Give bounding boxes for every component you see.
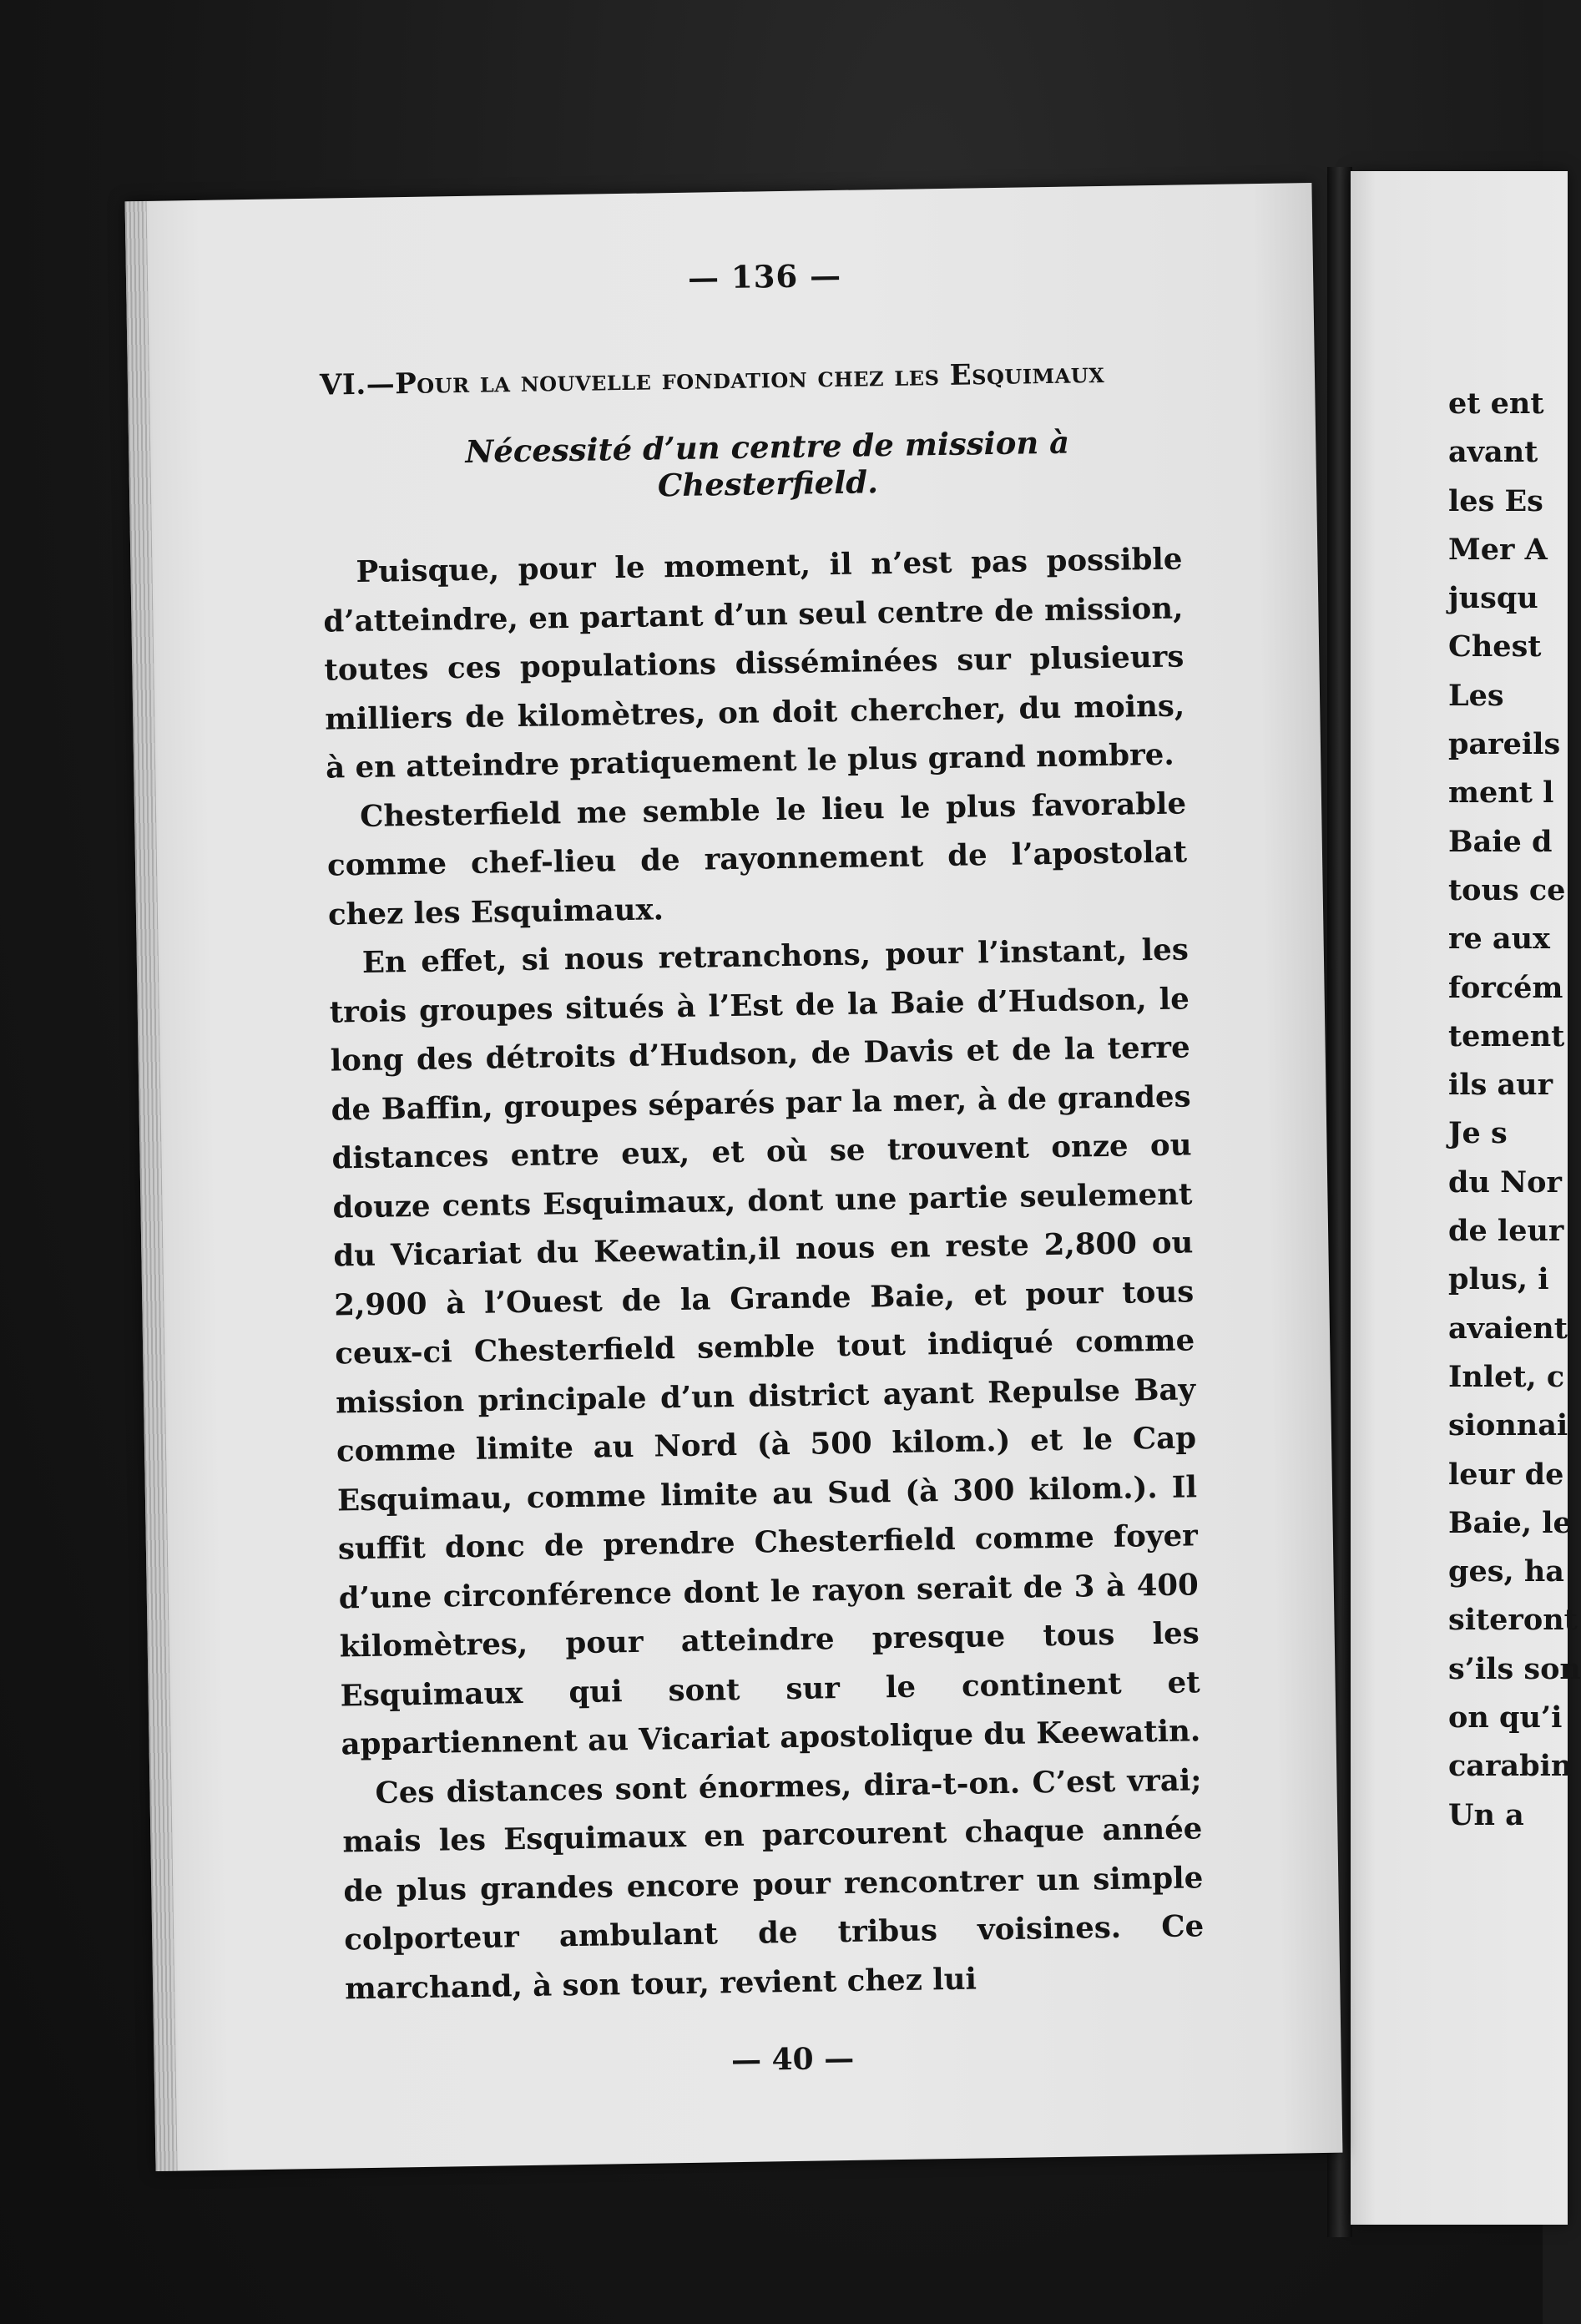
left-page [125,183,1343,2171]
page-number-bottom: — 40 — [730,2040,855,2079]
right-line: Mer A [1448,532,1548,567]
right-line: Un a [1448,1797,1524,1832]
right-line: Je s [1448,1116,1508,1151]
right-line: ges, ha [1448,1554,1564,1589]
right-line: avant [1448,435,1538,470]
paragraph-2: Chesterfield me semble le lieu le plus favorable comme chef-lieu de rayonnement de l’apostolat chez les Esquimaux. [326,786,1188,932]
paragraph-1: Puisque, pour le moment, il n’est pas possible d’atteindre, en partant d’un seul centre de mission, toutes ces populations disséminées sur plusieurs milliers de kilomètres, on doit chercher, du moins, à en atteindre pratiquement le plus grand nombre. [323,542,1185,786]
right-line: et ent [1448,386,1544,421]
right-line: pareils [1448,727,1561,762]
right-line: sionnai [1448,1408,1568,1443]
right-line: tement [1448,1018,1565,1053]
right-line: on qu’i [1448,1700,1563,1735]
paragraph-4: Ces distances sont énormes, dira-t-on. C’est vrai; mais les Esquimaux en parcourent chaque année de plus grandes encore pour rencontrer un simple colporteur ambulant de tribus voisines. Ce marchand, à son tour, revient chez lui [342,1762,1205,2006]
right-line: siteront [1448,1603,1578,1638]
right-line: tous ce [1448,872,1566,907]
right-line: ils aur [1448,1068,1553,1103]
right-line: de leur [1448,1214,1564,1249]
right-line: ment l [1448,776,1554,811]
section-numeral: VI.— [319,367,396,402]
right-line: carabin [1448,1749,1573,1784]
right-line: jusqu [1448,581,1538,616]
right-page-text-fragments [1448,380,1581,1840]
section-title-text: Pour la nouvelle fondation chez les Esquimaux [394,356,1105,402]
right-line: avaient [1448,1311,1568,1346]
section-subtitle: Nécessité d’un centre de mission à Chesterfield. [465,423,1070,504]
right-line: s’ils son [1448,1651,1581,1686]
right-line: forcém [1448,970,1563,1005]
page-number-top: — 136 — [687,256,842,296]
right-line: re aux [1448,922,1550,957]
right-line: leur de [1448,1457,1564,1492]
right-line: Chest [1448,629,1542,664]
right-line: plus, i [1448,1262,1549,1297]
section-title [320,355,1180,402]
right-line: Baie, le [1448,1505,1572,1540]
right-line: les Es [1448,483,1543,518]
right-line: Inlet, c [1448,1359,1565,1394]
paragraph-3: En effet, si nous retranchons, pour l’instant, les trois groupes situés à l’Est de la Baie d’Hudson, le long des détroits d’Hudson, de Davis et de la terre de Baffin, groupes séparés par la mer, à de grandes distances entre eux, et où se trouvent onze ou douze cents Esquimaux, dont une partie seulement du Vicariat du Keewatin,il nous en reste 2,800 ou 2,900 à l’Ouest de la Grande Baie, et pour tous ceux-ci Chesterfield semble tout indiqué comme mission principale d’un district ayant Repulse Bay comme limite au Nord (à 500 kilom.) et le Cap Esquimau, comme limite au Sud (à 300 kilom.). Il suffit donc de prendre Chesterfield comme foyer d’une circonférence dont le rayon serait de 3 à 400 kilomètres, pour atteindre presque tous les Esquimaux qui sont sur le continent et appartiennent au Vicariat apostolique du Keewatin. [329,932,1201,1762]
right-line: Baie d [1448,824,1553,859]
right-line: Les [1448,678,1504,713]
left-page-content [318,252,1206,2084]
body-text [322,535,1205,2013]
right-line: du Nor [1448,1165,1562,1200]
